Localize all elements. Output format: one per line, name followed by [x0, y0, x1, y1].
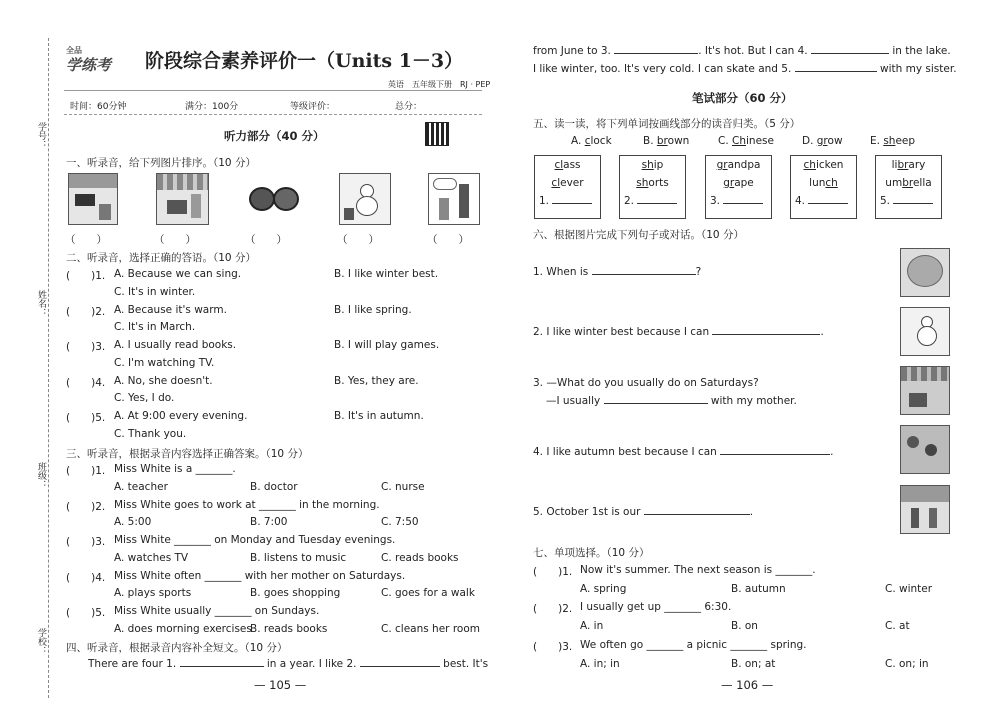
q5-head: E. sheep — [870, 135, 916, 147]
q3-option-c: C. reads books — [381, 552, 459, 564]
q2-option-b: B. I like winter best. — [334, 268, 439, 280]
q7-stem: We often go _______ a picnic _______ spring. — [580, 639, 807, 651]
q5-head: B. brown — [643, 135, 690, 147]
info-time: 时间：60分钟 — [70, 102, 127, 112]
q2-answer-bracket[interactable]: ( )4. — [66, 377, 106, 389]
picture-shopping — [900, 366, 950, 415]
q7-option-a: A. in; in — [580, 658, 620, 670]
q2-option-a: A. At 9:00 every evening. — [114, 410, 248, 422]
q7-option-b: B. on — [731, 620, 758, 632]
info-grade: 等级评价： — [290, 102, 336, 112]
q5-word: grape — [723, 177, 754, 189]
q7-option-a: A. spring — [580, 583, 627, 595]
q5-word: clever — [551, 177, 584, 189]
q4-text: . It's hot. But I can 4. — [698, 45, 808, 57]
q5-answer[interactable]: 1. — [535, 192, 600, 210]
q2-answer-bracket[interactable]: ( )1. — [66, 270, 106, 282]
page-title: 阶段综合素养评价一（Units 1－3） — [145, 50, 464, 72]
q2-option-a: A. Because it's warm. — [114, 304, 227, 316]
q7-option-b: B. autumn — [731, 583, 786, 595]
q7-title: 七、单项选择。（10 分） — [533, 547, 650, 559]
q3-option-b: B. doctor — [250, 481, 298, 493]
q7-option-a: A. in — [580, 620, 604, 632]
q1-bracket-2[interactable]: （ ） — [154, 234, 196, 246]
q2-option-a: A. I usually read books. — [114, 339, 237, 351]
margin-label-name: 姓名： — [36, 290, 46, 317]
answer-blank[interactable] — [712, 334, 820, 335]
q7-answer-bracket[interactable]: ( )2. — [533, 603, 573, 615]
q3-title: 三、听录音，根据录音内容选择正确答案。（10 分） — [66, 448, 309, 460]
q3-option-c: C. goes for a walk — [381, 587, 475, 599]
answer-blank[interactable] — [180, 666, 264, 667]
q2-option-c: C. I'm watching TV. — [114, 357, 215, 369]
q5-head: C. Chinese — [718, 135, 774, 147]
q6-title: 六、根据图片完成下列句子或对话。（10 分） — [533, 229, 744, 241]
q4-text: I like winter, too. It's very cold. I can skate and 5. — [533, 63, 792, 75]
q4-text: best. It's — [443, 658, 489, 670]
q1-bracket-5[interactable]: （ ） — [427, 234, 469, 246]
divider — [64, 114, 482, 115]
q2-option-b: B. I will play games. — [334, 339, 440, 351]
picture-shopping — [156, 173, 209, 225]
q3-answer-bracket[interactable]: ( )4. — [66, 572, 106, 584]
margin-label-school: 学校： — [36, 628, 46, 655]
q7-option-c: C. winter — [885, 583, 933, 595]
logo-small: 全品 — [66, 46, 82, 55]
q3-answer-bracket[interactable]: ( )3. — [66, 536, 106, 548]
answer-blank[interactable] — [592, 274, 696, 275]
q6-item-2: 2. I like winter best because I can . — [533, 326, 824, 338]
q5-word: chicken — [803, 159, 844, 171]
q4-text: There are four 1. — [88, 658, 177, 670]
q7-option-c: C. on; in — [885, 658, 929, 670]
q2-option-b: B. Yes, they are. — [334, 375, 419, 387]
q1-title: 一、听录音，给下列图片排序。（10 分） — [66, 157, 256, 169]
q2-option-c: C. Thank you. — [114, 428, 187, 440]
q5-word: ship — [641, 159, 664, 171]
q5-word: class — [554, 159, 581, 171]
q3-stem: Miss White _______ on Monday and Tuesday evenings. — [114, 534, 396, 546]
q4-continued-line — [533, 63, 957, 75]
q4-text: from June to 3. — [533, 45, 611, 57]
answer-blank[interactable] — [614, 53, 698, 54]
q4-continued-line — [533, 45, 951, 57]
q3-option-b: B. listens to music — [250, 552, 347, 564]
q5-word: umbrella — [885, 177, 932, 189]
picture-teacher — [428, 173, 480, 225]
q2-option-b: B. It's in autumn. — [334, 410, 424, 422]
q1-bracket-4[interactable]: （ ） — [337, 234, 379, 246]
q3-option-b: B. goes shopping — [250, 587, 341, 599]
q5-title: 五、读一读，将下列单词按画线部分的读音归类。（5 分） — [533, 118, 801, 130]
q6-item-3: 3. —What do you usually do on Saturdays? — [533, 377, 759, 389]
q5-answer[interactable]: 2. — [620, 192, 685, 210]
q1-bracket-3[interactable]: （ ） — [245, 234, 287, 246]
q5-word: lunch — [809, 177, 838, 189]
page-number: — 106 — — [721, 678, 774, 692]
q2-answer-bracket[interactable]: ( )5. — [66, 412, 106, 424]
q3-answer-bracket[interactable]: ( )2. — [66, 501, 106, 513]
q2-option-b: B. I like spring. — [334, 304, 412, 316]
q7-stem: I usually get up _______ 6:30. — [580, 601, 732, 613]
divider — [64, 90, 482, 91]
q5-word-box — [790, 155, 857, 219]
answer-blank[interactable] — [720, 454, 830, 455]
q2-answer-bracket[interactable]: ( )3. — [66, 341, 106, 353]
q5-word: library — [891, 159, 926, 171]
page-number: — 105 — — [254, 678, 307, 692]
q7-option-b: B. on; at — [731, 658, 776, 670]
q3-option-c: C. nurse — [381, 481, 425, 493]
q3-option-a: A. 5:00 — [114, 516, 152, 528]
picture-snowman — [900, 307, 950, 356]
q6-item-1: 1. When is ? — [533, 266, 702, 278]
q3-option-b: B. 7:00 — [250, 516, 288, 528]
q3-option-b: B. reads books — [250, 623, 328, 635]
q4-text: in the lake. — [892, 45, 951, 57]
q3-option-a: A. does morning exercises — [114, 623, 252, 635]
q2-answer-bracket[interactable]: ( )2. — [66, 306, 106, 318]
q5-word-box — [534, 155, 601, 219]
q4-text: with my sister. — [880, 63, 957, 75]
q5-head: A. clock — [571, 135, 612, 147]
picture-apples — [900, 425, 950, 474]
q3-option-c: C. cleans her room — [381, 623, 480, 635]
q7-answer-bracket[interactable]: ( )3. — [533, 641, 573, 653]
answer-blank[interactable] — [644, 514, 750, 515]
subtitle: 英语 五年级下册 RJ · PEP — [388, 80, 491, 89]
q2-title: 二、听录音，选择正确的答语。（10 分） — [66, 252, 256, 264]
picture-snowman — [339, 173, 391, 225]
binding-line — [48, 38, 49, 698]
picture-classroom — [68, 173, 118, 225]
q3-stem: Miss White often _______ with her mother on Saturdays. — [114, 570, 406, 582]
q7-stem: Now it's summer. The next season is _______. — [580, 564, 816, 576]
q3-stem: Miss White usually _______ on Sundays. — [114, 605, 320, 617]
q3-option-a: A. teacher — [114, 481, 168, 493]
margin-label-id: 学号： — [36, 122, 46, 149]
q3-answer-bracket[interactable]: ( )1. — [66, 465, 106, 477]
q3-stem: Miss White goes to work at _______ in the morning. — [114, 499, 380, 511]
q4-title: 四、听录音，根据录音内容补全短文。（10 分） — [66, 642, 288, 654]
q3-answer-bracket[interactable]: ( )5. — [66, 607, 106, 619]
q5-head: D. grow — [802, 135, 843, 147]
section-title-listening: 听力部分（40 分） — [224, 129, 325, 143]
q2-option-c: C. Yes, I do. — [114, 392, 175, 404]
q5-word-box — [875, 155, 942, 219]
q5-word: grandpa — [716, 159, 761, 171]
qr-code — [425, 122, 449, 146]
q3-stem: Miss White is a _______. — [114, 463, 236, 475]
picture-national-day — [900, 485, 950, 534]
q2-option-a: A. No, she doesn't. — [114, 375, 213, 387]
q5-word: shorts — [636, 177, 669, 189]
section-title-writing: 笔试部分（60 分） — [692, 91, 793, 105]
answer-blank[interactable] — [604, 403, 708, 404]
q5-answer[interactable]: 4. — [791, 192, 856, 210]
q7-answer-bracket[interactable]: ( )1. — [533, 566, 573, 578]
q4-passage-line — [88, 658, 488, 670]
q5-answer[interactable]: 5. — [876, 192, 941, 210]
q2-option-c: C. It's in March. — [114, 321, 196, 333]
q2-option-c: C. It's in winter. — [114, 286, 196, 298]
q4-text: in a year. I like 2. — [266, 658, 357, 670]
q5-word-box — [619, 155, 686, 219]
q3-option-a: A. watches TV — [114, 552, 189, 564]
logo: 学练考 — [66, 56, 112, 74]
margin-label-class: 班级： — [36, 462, 46, 489]
q6-item-5: 5. October 1st is our . — [533, 506, 754, 518]
answer-blank[interactable] — [811, 53, 889, 54]
q7-option-c: C. at — [885, 620, 910, 632]
answer-blank[interactable] — [795, 71, 877, 72]
picture-mooncakes — [247, 173, 297, 223]
q5-answer[interactable]: 3. — [706, 192, 771, 210]
q6-item-4: 4. I like autumn best because I can . — [533, 446, 834, 458]
info-total: 总分： — [395, 102, 423, 112]
answer-blank[interactable] — [360, 666, 440, 667]
picture-new-year — [900, 248, 950, 297]
q3-option-a: A. plays sports — [114, 587, 192, 599]
q2-option-a: A. Because we can sing. — [114, 268, 242, 280]
q1-bracket-1[interactable]: （ ） — [65, 234, 107, 246]
info-score: 满分：100分 — [185, 102, 239, 112]
q3-option-c: C. 7:50 — [381, 516, 419, 528]
q5-word-box — [705, 155, 772, 219]
q6-item-3-answer: —I usually with my mother. — [546, 395, 797, 407]
